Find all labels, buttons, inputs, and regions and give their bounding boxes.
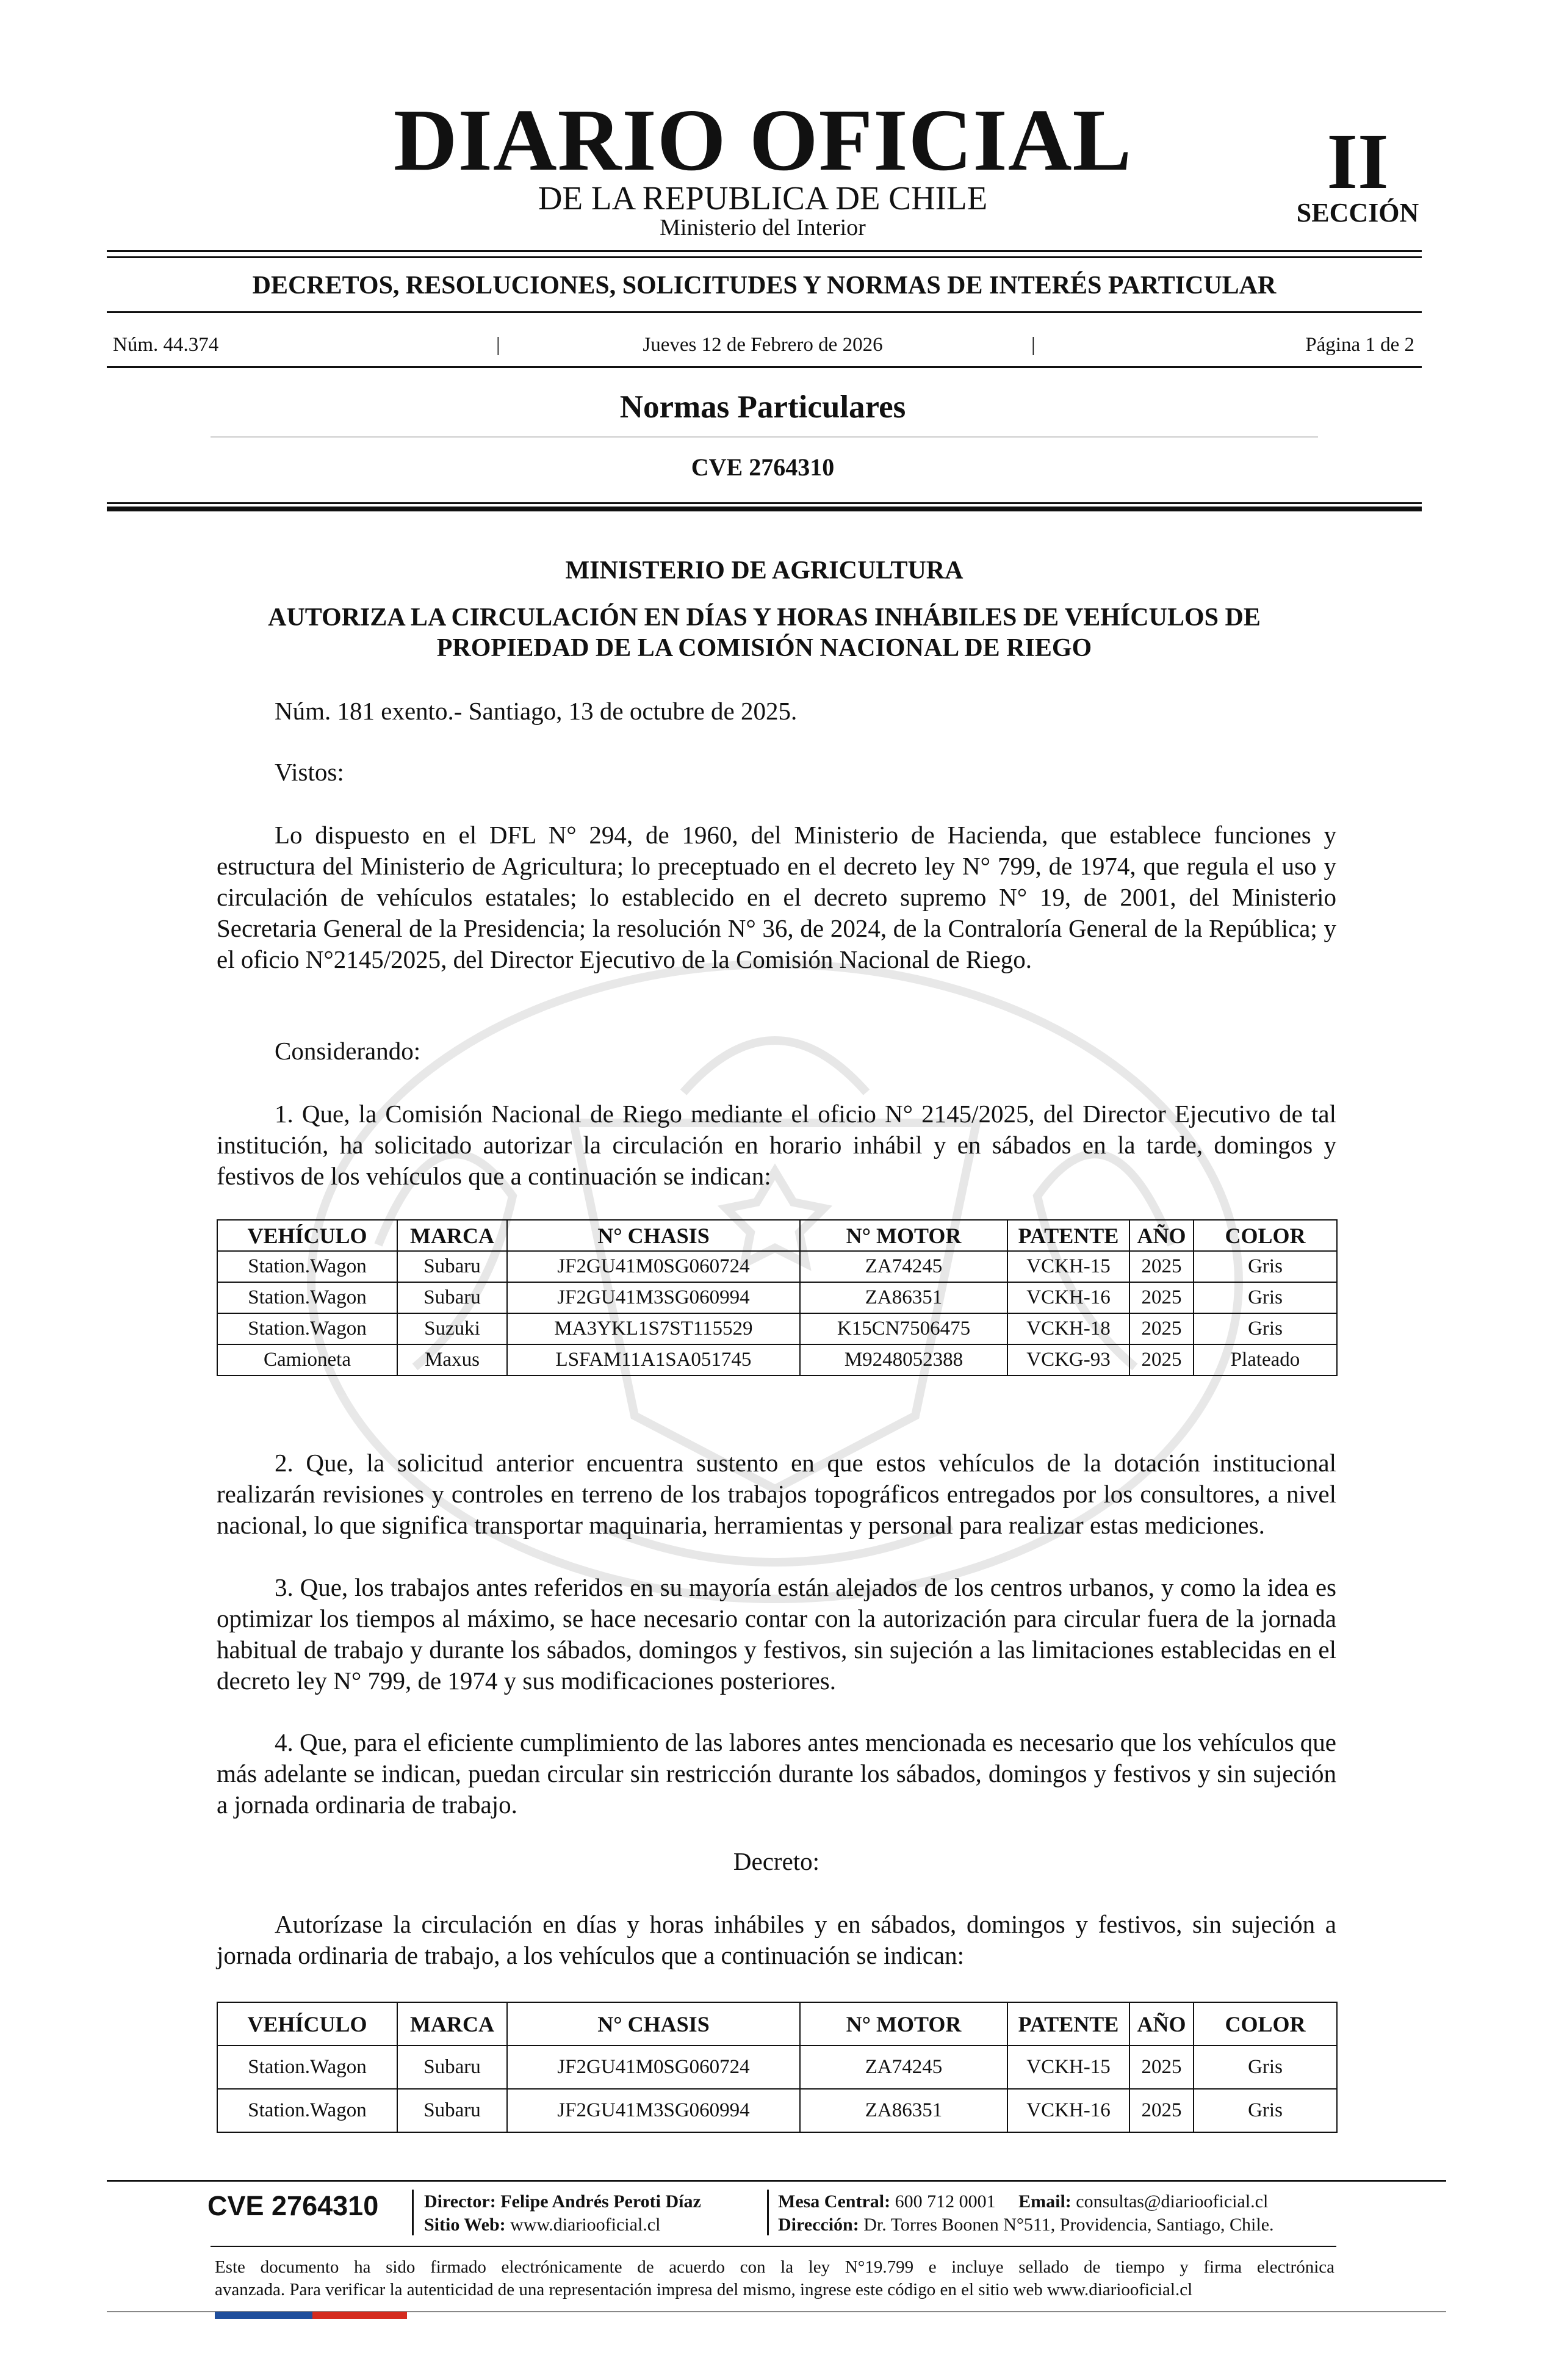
footer-mesa-value: 600 712 0001 (895, 2191, 996, 2212)
vehicles-table-2 (217, 2002, 1338, 2133)
table-cell: Gris (1194, 1251, 1337, 1282)
footer-notice-line2: avanzada. Para verificar la autenticidad de una representación impresa del mismo, ingrese este código en el sitio web www.diariooficial.cl (215, 2280, 1193, 2299)
table-cell: Plateado (1194, 1344, 1337, 1376)
table-cell: Station.Wagon (217, 1313, 397, 1344)
table-cell: MA3YKL1S7ST115529 (507, 1313, 800, 1344)
considerando-1 (217, 1098, 1336, 1192)
footer-web-value[interactable]: www.diariooficial.cl (510, 2215, 661, 2235)
table-cell: Gris (1194, 1282, 1337, 1313)
considerando-3-text: 3. Que, los trabajos antes referidos en su mayoría están alejados de los centros urbanos, y como la idea es optimizar los tiempos al máximo, se hace necesario contar con la autorización para circular fuera de la jornada habitual de trabajo y durante los sábados, domingos y festivos, sin sujeción a las limitaciones establecidas en el decreto ley N° 799, de 1974 y sus modificaciones posteriores. (217, 1573, 1336, 1695)
column-header: VEHÍCULO (217, 1220, 397, 1251)
table-cell: ZA86351 (800, 2089, 1007, 2132)
column-header: PATENTE (1007, 1220, 1129, 1251)
table-cell: Camioneta (217, 1344, 397, 1376)
table-cell: ZA74245 (800, 2046, 1007, 2089)
footer-web-label: Sitio Web: (424, 2215, 506, 2235)
table-cell: Suzuki (397, 1313, 507, 1344)
footer-divider-1 (412, 2190, 414, 2235)
footer-contact (778, 2191, 1268, 2213)
column-header: N° CHASIS (507, 1220, 800, 1251)
column-header: VEHÍCULO (217, 2002, 397, 2046)
table-cell: JF2GU41M0SG060724 (507, 2046, 800, 2089)
table-cell: Gris (1194, 2046, 1337, 2089)
table-header-row (217, 2002, 1337, 2046)
table-cell: Station.Wagon (217, 1282, 397, 1313)
masthead-title: DIARIO OFICIAL (393, 92, 1133, 189)
issue-rule (107, 366, 1422, 368)
table-cell: K15CN7506475 (800, 1313, 1007, 1344)
table-cell: 2025 (1129, 2089, 1194, 2132)
table-cell: Gris (1194, 2089, 1337, 2132)
cve-rule-top (107, 502, 1422, 504)
table-cell: LSFAM11A1SA051745 (507, 1344, 800, 1376)
document-title-line1: AUTORIZA LA CIRCULACIÓN EN DÍAS Y HORAS INHÁBILES DE VEHÍCULOS DE (268, 604, 1261, 632)
table-cell: VCKH-15 (1007, 1251, 1129, 1282)
table-cell: Subaru (397, 2046, 507, 2089)
table-cell: 2025 (1129, 2046, 1194, 2089)
footer-website (424, 2214, 660, 2236)
issue-page: Página 1 de 2 (1305, 334, 1414, 356)
footer-address-label: Dirección: (778, 2215, 859, 2235)
footer-director (424, 2191, 701, 2213)
table-cell: Maxus (397, 1344, 507, 1376)
issue-date: Jueves 12 de Febrero de 2026 (643, 334, 883, 356)
table-row (217, 2046, 1337, 2089)
document-title-line2: PROPIEDAD DE LA COMISIÓN NACIONAL DE RIEGO (436, 634, 1092, 662)
decreto-paragraph (217, 1909, 1336, 1971)
decreto-text: Autorízase la circulación en días y horas inhábiles y en sábados, domingos y festivos, sin sujeción a jornada ordinaria de trabajo, a los vehículos que a continuación se indican: (217, 1910, 1336, 1969)
flag-stripe-red (312, 2312, 407, 2319)
section-numeral: II (1327, 118, 1389, 206)
vistos-label: Vistos: (275, 758, 344, 786)
footer-email-value[interactable]: consultas@diariooficial.cl (1076, 2191, 1269, 2212)
vistos-text: Lo dispuesto en el DFL N° 294, de 1960, del Ministerio de Hacienda, que establece funciones y estructura del Ministerio de Agricultura; lo preceptuado en el decreto ley N° 799, de 1974, que regula el uso y circulación de vehículos estatales; lo establecido en el decreto supremo N° 19, de 2001, del Ministerio Secretaria General de la Presidencia; la resolución N° 36, de 2024, de la Contraloría General de la República; y el oficio N°2145/2025, del Director Ejecutivo de la Comisión Nacional de Riego. (217, 821, 1336, 973)
footer-director-value: Felipe Andrés Peroti Díaz (500, 2191, 701, 2212)
column-header: AÑO (1129, 1220, 1194, 1251)
table-row (217, 2089, 1337, 2132)
table-cell: 2025 (1129, 1344, 1194, 1376)
column-header: MARCA (397, 1220, 507, 1251)
table-cell: VCKH-16 (1007, 1282, 1129, 1313)
table-row (217, 1251, 1337, 1282)
considerando-label: Considerando: (275, 1037, 421, 1065)
table-cell: 2025 (1129, 1282, 1194, 1313)
footer-notice-line1: Este documento ha sido firmado electrónicamente de acuerdo con la ley N°19.799 e incluye sellado de tiempo y firma electrónica (215, 2257, 1334, 2277)
banner-title: DECRETOS, RESOLUCIONES, SOLICITUDES Y NORMAS DE INTERÉS PARTICULAR (252, 272, 1277, 300)
column-header: MARCA (397, 2002, 507, 2046)
table-row (217, 1344, 1337, 1376)
table-cell: Subaru (397, 1251, 507, 1282)
table-header-row (217, 1220, 1337, 1251)
masthead-ministry: Ministerio del Interior (660, 215, 866, 240)
decree-reference: Núm. 181 exento.- Santiago, 13 de octubre de 2025. (275, 697, 798, 725)
vehicles-table-1 (217, 1219, 1338, 1376)
column-header: COLOR (1194, 1220, 1337, 1251)
banner-rule (107, 311, 1422, 313)
issue-separator-right: | (1031, 334, 1036, 356)
table-row (217, 1313, 1337, 1344)
footer-rule-top (107, 2180, 1446, 2182)
footer-address-value: Dr. Torres Boonen N°511, Providencia, Santiago, Chile. (863, 2215, 1274, 2235)
footer-cve: CVE 2764310 (207, 2190, 379, 2221)
flag-stripe-blue (215, 2312, 312, 2319)
column-header: COLOR (1194, 2002, 1337, 2046)
column-header: N° MOTOR (800, 2002, 1007, 2046)
considerando-2 (217, 1448, 1336, 1541)
considerando-1-text: 1. Que, la Comisión Nacional de Riego mediante el oficio N° 2145/2025, del Director Ejecutivo de tal institución, ha solicitado autorizar la circulación en horario inhábil y en sábados en la tarde, domingos y festivos de los vehículos que a continuación se indican: (217, 1100, 1336, 1190)
column-header: PATENTE (1007, 2002, 1129, 2046)
section-label: SECCIÓN (1296, 198, 1419, 228)
cve-code: CVE 2764310 (691, 453, 835, 481)
ministry-heading: MINISTERIO DE AGRICULTURA (565, 557, 963, 585)
table-cell: JF2GU41M0SG060724 (507, 1251, 800, 1282)
table-cell: Subaru (397, 2089, 507, 2132)
table-cell: Station.Wagon (217, 1251, 397, 1282)
footer-address (778, 2214, 1274, 2236)
footer-director-label: Director: (424, 2191, 496, 2212)
column-header: N° CHASIS (507, 2002, 800, 2046)
footer-mesa-label: Mesa Central: (778, 2191, 891, 2212)
table-cell: M9248052388 (800, 1344, 1007, 1376)
issue-number: Núm. 44.374 (113, 334, 219, 356)
vistos-paragraph (217, 820, 1336, 975)
table-cell: Gris (1194, 1313, 1337, 1344)
decreto-label: Decreto: (733, 1847, 820, 1875)
table-cell: VCKH-18 (1007, 1313, 1129, 1344)
footer-rule-middle (211, 2246, 1336, 2247)
section-heading-rule (211, 436, 1318, 438)
considerando-3 (217, 1572, 1336, 1697)
table-cell: VCKH-15 (1007, 2046, 1129, 2089)
table-cell: Subaru (397, 1282, 507, 1313)
table-cell: Station.Wagon (217, 2089, 397, 2132)
footer-divider-2 (767, 2190, 769, 2235)
footer-email-label: Email: (1018, 2191, 1072, 2212)
considerando-2-text: 2. Que, la solicitud anterior encuentra sustento en que estos vehículos de la dotación institucional realizarán revisiones y controles en terreno de los trabajos topográficos entregados por los consultores, a nivel nacional, lo que significa transportar maquinaria, herramientas y personal para realizar estas mediciones. (217, 1449, 1336, 1539)
masthead-rule-bottom (107, 256, 1422, 258)
masthead-subtitle: DE LA REPUBLICA DE CHILE (538, 179, 988, 217)
table-cell: ZA74245 (800, 1251, 1007, 1282)
table-cell: 2025 (1129, 1313, 1194, 1344)
column-header: N° MOTOR (800, 1220, 1007, 1251)
section-heading: Normas Particulares (619, 389, 906, 425)
table-cell: 2025 (1129, 1251, 1194, 1282)
table-cell: JF2GU41M3SG060994 (507, 1282, 800, 1313)
issue-separator-left: | (496, 334, 500, 356)
cve-rule-bottom (107, 507, 1422, 511)
table-cell: Station.Wagon (217, 2046, 397, 2089)
considerando-4-text: 4. Que, para el eficiente cumplimiento de las labores antes mencionada es necesario que los vehículos que más adelante se indican, puedan circular sin restricción durante los sábados, domingos y festivos y sin sujeción a jornada ordinaria de trabajo. (217, 1728, 1336, 1819)
table-cell: JF2GU41M3SG060994 (507, 2089, 800, 2132)
column-header: AÑO (1129, 2002, 1194, 2046)
considerando-4 (217, 1727, 1336, 1820)
table-row (217, 1282, 1337, 1313)
masthead-rule-top (107, 250, 1422, 252)
table-cell: VCKG-93 (1007, 1344, 1129, 1376)
table-cell: ZA86351 (800, 1282, 1007, 1313)
table-cell: VCKH-16 (1007, 2089, 1129, 2132)
